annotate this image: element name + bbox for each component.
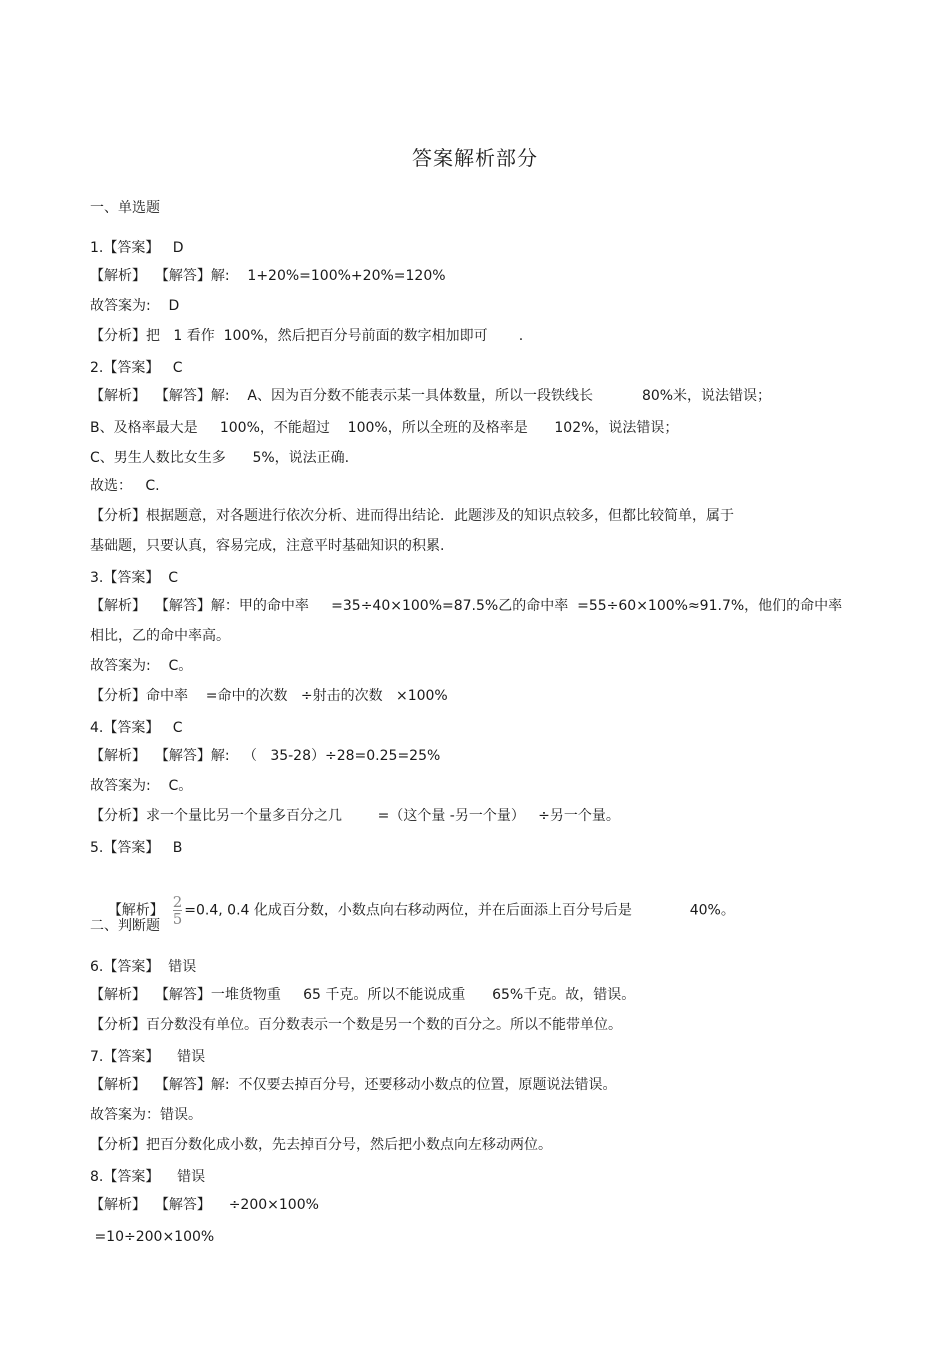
answer-line: 2.【答案】 C bbox=[90, 360, 183, 376]
answer-line: 一、单选题 bbox=[90, 200, 160, 216]
page-title: 答案解析部分 bbox=[412, 146, 538, 170]
answer-line: 3.【答案】 C bbox=[90, 570, 179, 586]
answer-line: 【解析】 【解答】解：甲的命中率 =35÷40×100%=87.5%乙的命中率 =55÷60×100%≈91.7%，他们的命中率 bbox=[90, 598, 843, 614]
fraction-two-fifths bbox=[173, 895, 183, 926]
answer-line: 【解析】 【解答】一堆货物重 65 千克。所以不能说成重 65%千克。故，错误。 bbox=[90, 987, 636, 1003]
answer-line: 故选： C. bbox=[90, 478, 160, 494]
answer-line: 基础题，只要认真，容易完成，注意平时基础知识的积累. bbox=[90, 538, 445, 554]
answer-line: 【解析】 【解答】 ÷200×100% bbox=[90, 1197, 319, 1213]
answer-line: =10÷200×100% bbox=[90, 1229, 215, 1245]
answer-line: 1.【答案】 D bbox=[90, 240, 184, 256]
answer-line: 【解析】 【解答】解: 不仅要去掉百分号，还要移动小数点的位置，原题说法错误。 bbox=[90, 1077, 617, 1093]
fraction-denominator: 5 bbox=[172, 910, 183, 928]
answer-line: B、及格率最大是 100%，不能超过 100%，所以全班的及格率是 102%，说法错误； bbox=[90, 420, 679, 436]
q5-explanation-rest: =0.4, 0.4 化成百分数，小数点向右移动两位，并在后面添上百分号后是 40%。 bbox=[184, 902, 735, 919]
fraction-numerator: 2 bbox=[172, 893, 183, 911]
answer-line: 6.【答案】 错误 bbox=[90, 959, 197, 975]
q5-explanation-prefix: 【解析】 bbox=[107, 902, 173, 919]
answer-line: 【分析】把 1 看作 100%，然后把百分号前面的数字相加即可 . bbox=[90, 328, 524, 344]
answer-line: 故答案为：错误。 bbox=[90, 1107, 202, 1123]
answer-line: C、男生人数比女生多 5%，说法正确. bbox=[90, 450, 350, 466]
answer-line: 8.【答案】 错误 bbox=[90, 1169, 206, 1185]
answer-line: 【分析】求一个量比另一个量多百分之几 =（这个量 -另一个量） ÷另一个量。 bbox=[90, 808, 620, 824]
answer-line: 【分析】根据题意，对各题进行依次分析、进而得出结论．此题涉及的知识点较多，但都比较简单，属于 bbox=[90, 508, 734, 524]
q5-explanation-line bbox=[90, 875, 735, 946]
answer-line: 故答案为: C。 bbox=[90, 778, 193, 794]
answer-line: 4.【答案】 C bbox=[90, 720, 183, 736]
answer-line: 【分析】百分数没有单位。百分数表示一个数是另一个数的百分之。所以不能带单位。 bbox=[90, 1017, 622, 1033]
answer-line: 【分析】把百分数化成小数，先去掉百分号，然后把小数点向左移动两位。 bbox=[90, 1137, 552, 1153]
answer-line: 二、判断题 bbox=[90, 918, 160, 934]
answer-line: 【分析】命中率 =命中的次数 ÷射击的次数 ×100% bbox=[90, 688, 448, 704]
answer-line: 【解析】 【解答】解: （ 35-28）÷28=0.25=25% bbox=[90, 748, 441, 764]
answer-line: 相比，乙的命中率高。 bbox=[90, 628, 230, 644]
answer-line: 故答案为: C。 bbox=[90, 658, 193, 674]
answer-line: 【解析】 【解答】解: A、因为百分数不能表示某一具体数量，所以一段铁线长 80%米，说法错误； bbox=[90, 388, 772, 404]
answer-line: 故答案为: D bbox=[90, 298, 180, 314]
answer-line: 【解析】 【解答】解: 1+20%=100%+20%=120% bbox=[90, 268, 446, 284]
answer-line: 7.【答案】 错误 bbox=[90, 1049, 206, 1065]
answer-line: 5.【答案】 B bbox=[90, 840, 183, 856]
